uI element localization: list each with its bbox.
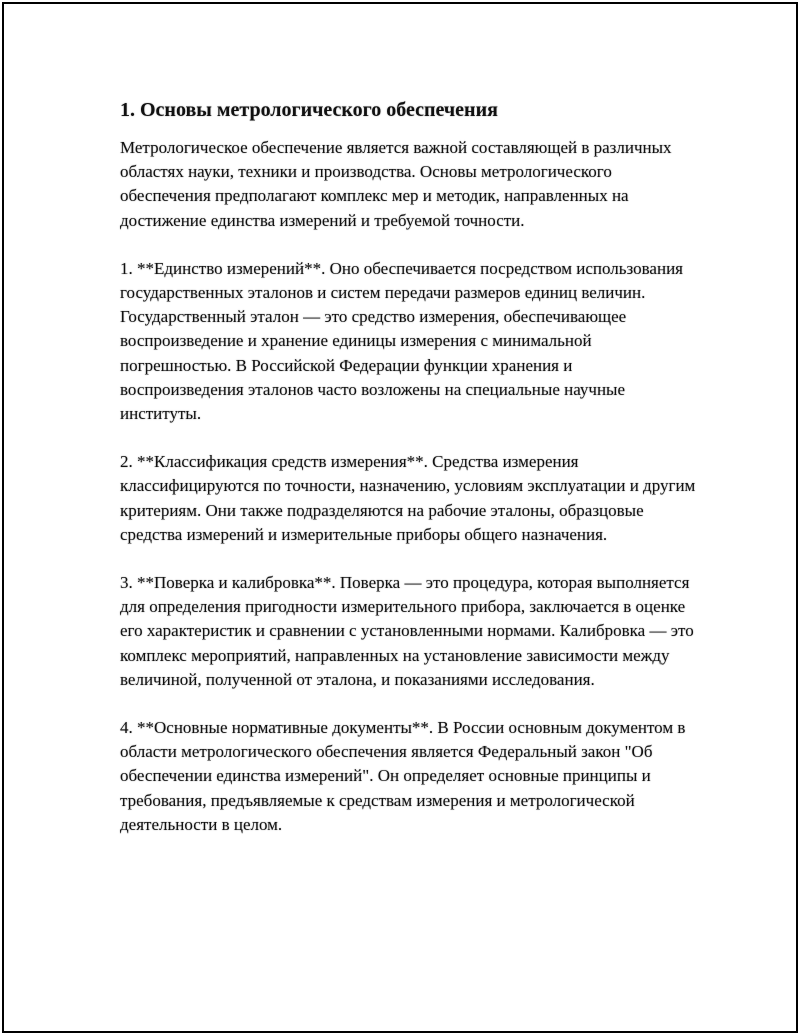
paragraph-classification: 2. **Классификация средств измерения**. Средства измерения классифицируются по точности, назначению, условиям эксплуатации и другим критериям. Они также подразделяются на рабочие эталоны, образцовые средства измерений и измерительные приборы общего назначения. bbox=[120, 452, 696, 544]
paragraph-regulatory-documents: 4. **Основные нормативные документы**. В России основным документом в области метрологического обеспечения является Федеральный закон "Об обеспечении единства измерений". Он определяет основные принципы и требования, предъявляемые к средствам измерения и метрологической деятельности в целом. bbox=[120, 718, 686, 834]
document-body bbox=[120, 96, 700, 861]
intro-paragraph: Метрологическое обеспечение является важной составляющей в различных областях науки, техники и производства. Основы метрологического обеспечения предполагают комплекс мер и методик, направленных на достижение единства измерений и требуемой точности. bbox=[120, 138, 672, 230]
paragraph-unity-of-measurements: 1. **Единство измерений**. Оно обеспечивается посредством использования государственных эталонов и систем передачи размеров единиц величин. Государственный эталон — это средство измерения, обеспечивающее воспроизведение и хранение единицы измерения с минимальной погрешностью. В Российской Федерации функции хранения и воспроизведения эталонов часто возложены на специальные научные институты. bbox=[120, 258, 683, 424]
section-title: 1. Основы метрологического обеспечения bbox=[120, 99, 498, 121]
page-frame bbox=[2, 2, 798, 1033]
paragraph-verification-calibration: 3. **Поверка и калибровка**. Поверка — это процедура, которая выполняется для определения пригодности измерительного прибора, заключается в оценке его характеристик и сравнении с установленными нормами. Калибровка — это комплекс мероприятий, направленных на установление зависимости между величиной, полученной от эталона, и показаниями исследования. bbox=[120, 573, 694, 689]
